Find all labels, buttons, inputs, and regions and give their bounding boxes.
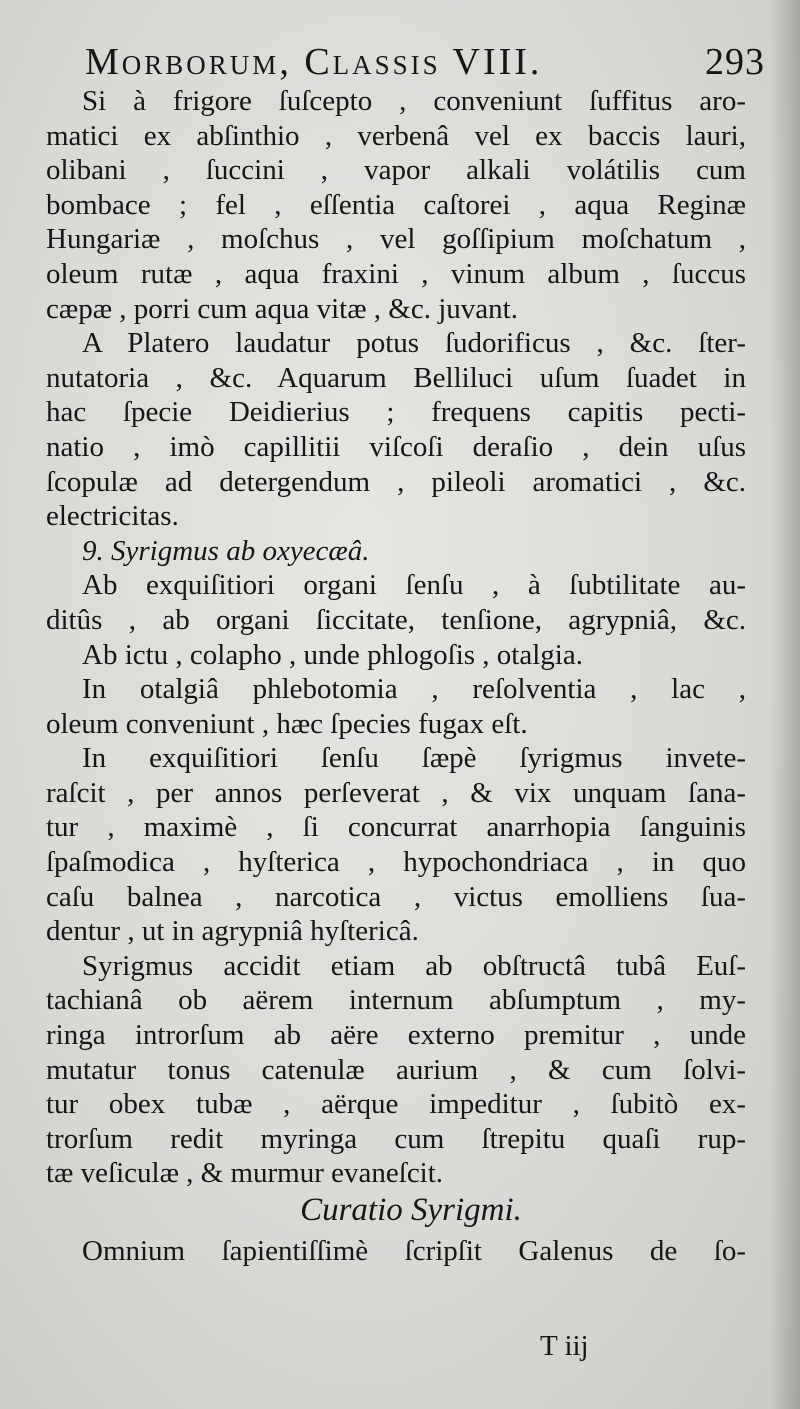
text-line: Si à frigore ſuſcepto , conveniunt ſuffitus aro- (82, 85, 746, 117)
page-number: 293 (705, 41, 765, 83)
text-line: dentur , ut in agrypniâ hyſtericâ. (46, 915, 419, 948)
text-line: caſu balnea , narcotica , victus emolliens ſua- (46, 880, 746, 913)
text-line: nutatoria , &c. Aquarum Belliluci uſum ſuadet in (46, 361, 746, 394)
text-line: tur , maximè , ſi concurrat anarrhopia ſanguinis (46, 811, 746, 844)
text-line: oleum rutæ , aqua fraxini , vinum album , ſuccus (46, 257, 746, 290)
text-line: natio , imò capillitii viſcoſi deraſio , dein uſus (46, 430, 746, 463)
text-line: olibani , ſuccini , vapor alkali volátilis cum (46, 154, 746, 187)
text-line: cæpæ , porri cum aqua vitæ , &c. juvant. (46, 292, 518, 325)
text-line: Hungariæ , moſchus , vel goſſipium moſchatum , (46, 223, 746, 256)
text-line: Syrigmus accidit etiam ab obſtructâ tubâ Euſ- (82, 949, 746, 982)
text-line: mutatur tonus catenulæ aurium , & cum ſolvi- (46, 1053, 746, 1086)
text-line: ditûs , ab organi ſiccitate, tenſione, agrypniâ, &c. (46, 603, 746, 636)
running-title: Morborum, Classis VIII. (85, 41, 543, 83)
page-edge-shadow (770, 0, 800, 1409)
text-line: Omnium ſapientiſſimè ſcripſit Galenus de ſo- (82, 1234, 746, 1267)
text-line: Ab ictu , colapho , unde phlogoſis , otalgia. (82, 638, 583, 671)
text-line: ringa introrſum ab aëre externo premitur , unde (46, 1019, 746, 1052)
text-line: bombace ; fel , eſſentia caſtorei , aqua Reginæ (46, 188, 746, 221)
text-line: tæ veſiculæ , & murmur evaneſcit. (46, 1157, 444, 1190)
text-line: oleum conveniunt , hæc ſpecies fugax eſt. (46, 707, 528, 740)
section-subheading: 9. Syrigmus ab oxyecæâ. (82, 534, 370, 567)
body-text (46, 84, 746, 1268)
section-heading: Curatio Syrigmi. (300, 1192, 522, 1228)
text-line: tur obex tubæ , aërque impeditur , ſubitò ex- (46, 1088, 746, 1121)
text-line: matici ex abſinthio , verbenâ vel ex baccis lauri, (46, 119, 746, 152)
text-line: trorſum redit myringa cum ſtrepitu quaſi rup- (46, 1122, 746, 1155)
text-line: raſcit , per annos perſeverat , & vix unquam ſana- (46, 776, 746, 809)
text-line: In otalgiâ phlebotomia , reſolventia , lac , (82, 673, 746, 706)
text-line: ſpaſmodica , hyſterica , hypochondriaca , in quo (46, 846, 746, 879)
text-line: electricitas. (46, 500, 179, 533)
text-line: Ab exquiſitiori organi ſenſu , à ſubtilitate au- (82, 569, 746, 602)
text-line: ſcopulæ ad detergendum , pileoli aromatici , &c. (46, 465, 746, 498)
signature-mark: T iij (540, 1330, 589, 1362)
text-line: tachianâ ob aërem internum abſumptum , my- (46, 984, 746, 1017)
running-header (85, 40, 775, 84)
text-line: In exquiſitiori ſenſu ſæpè ſyrigmus invete- (82, 742, 746, 775)
text-line: hac ſpecie Deidierius ; frequens capitis pecti- (46, 396, 746, 429)
text-line: A Platero laudatur potus ſudorificus , &c. ſter- (82, 327, 746, 360)
